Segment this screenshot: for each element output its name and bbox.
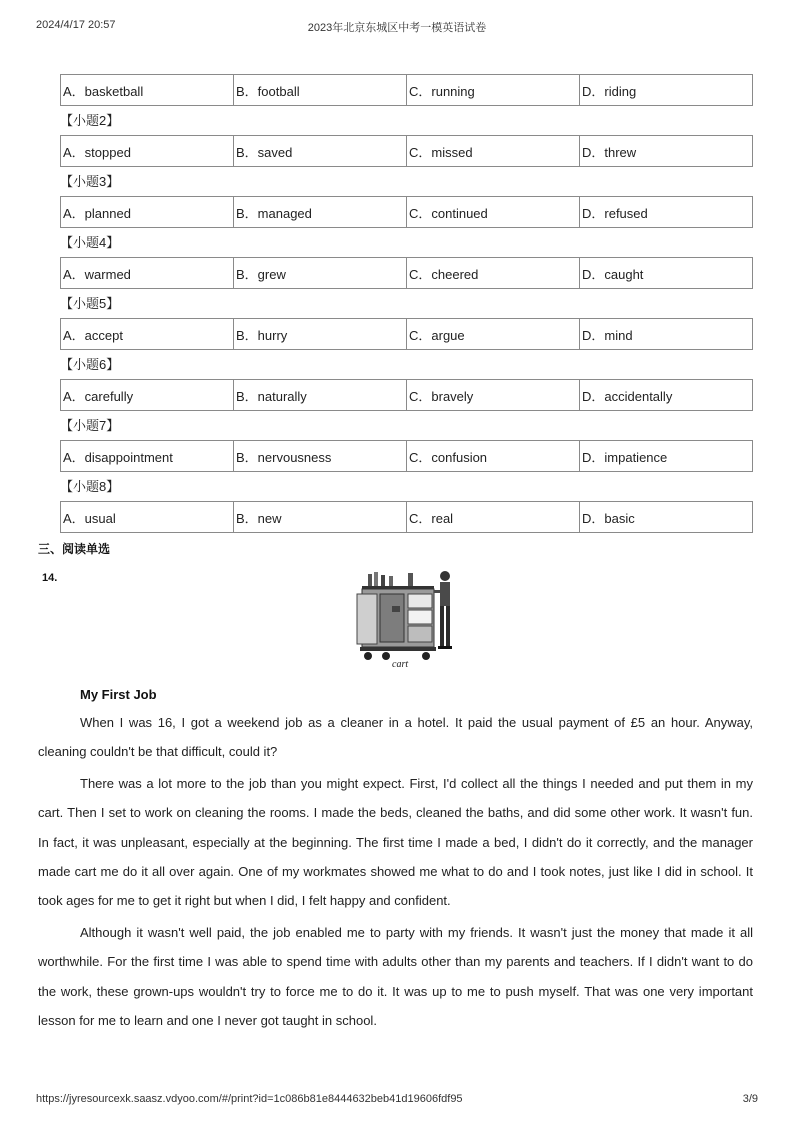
- option-d[interactable]: D．riding: [580, 75, 753, 106]
- option-d[interactable]: D．basic: [580, 502, 753, 533]
- option-a[interactable]: A．basketball: [61, 75, 234, 106]
- question-number: 14.: [42, 572, 58, 584]
- option-a[interactable]: A．carefully: [61, 380, 234, 411]
- option-b[interactable]: B．hurry: [234, 319, 407, 350]
- option-b[interactable]: B．managed: [234, 197, 407, 228]
- option-a[interactable]: A．usual: [61, 502, 234, 533]
- options-table-3: [60, 196, 753, 228]
- option-c[interactable]: C．running: [407, 75, 580, 106]
- sub-question-label: 【小题2】: [60, 113, 120, 128]
- option-d[interactable]: D．accidentally: [580, 380, 753, 411]
- sub-question-label: 【小题4】: [60, 235, 120, 250]
- option-c[interactable]: C．cheered: [407, 258, 580, 289]
- option-a[interactable]: A．warmed: [61, 258, 234, 289]
- option-a[interactable]: A．accept: [61, 319, 234, 350]
- cart-illustration: [356, 566, 460, 674]
- options-block: [60, 74, 753, 533]
- sub-question-label: 【小题3】: [60, 174, 120, 189]
- option-c[interactable]: C．missed: [407, 136, 580, 167]
- reading-passage: [38, 684, 753, 1035]
- option-d[interactable]: D．impatience: [580, 441, 753, 472]
- option-b[interactable]: B．grew: [234, 258, 407, 289]
- option-d[interactable]: D．mind: [580, 319, 753, 350]
- option-c[interactable]: C．confusion: [407, 441, 580, 472]
- option-d[interactable]: D．caught: [580, 258, 753, 289]
- passage-paragraph: Although it wasn't well paid, the job enabled me to party with my friends. It wasn't just the money that made it all worthwhile. For the first time I was able to spend time with adults other than my parents and teachers. If I didn't want to do the work, these grown-ups wouldn't try to force me to do it. It was up to me to push myself. That was one very important lesson for me to learn and one I never got taught in school.: [38, 924, 753, 1029]
- option-d[interactable]: D．refused: [580, 197, 753, 228]
- passage-title: My First Job: [80, 687, 157, 702]
- sub-question-label: 【小题7】: [60, 418, 120, 433]
- option-d[interactable]: D．threw: [580, 136, 753, 167]
- options-table-8: [60, 501, 753, 533]
- page-number: 3/9: [742, 1093, 758, 1105]
- print-datetime: 2024/4/17 20:57: [36, 19, 116, 31]
- option-b[interactable]: B．new: [234, 502, 407, 533]
- sub-question-label: 【小题6】: [60, 357, 120, 372]
- sub-question-label: 【小题5】: [60, 296, 120, 311]
- option-a[interactable]: A．stopped: [61, 136, 234, 167]
- page-url: https://jyresourcexk.saasz.vdyoo.com/#/print?id=1c086b81e8444632beb41d19606fdf95: [36, 1093, 463, 1105]
- option-c[interactable]: C．real: [407, 502, 580, 533]
- option-a[interactable]: A．planned: [61, 197, 234, 228]
- document-title: 2023年北京东城区中考一模英语试卷: [307, 22, 487, 34]
- option-c[interactable]: C．argue: [407, 319, 580, 350]
- option-b[interactable]: B．saved: [234, 136, 407, 167]
- figure-caption: cart: [392, 659, 409, 670]
- option-c[interactable]: C．bravely: [407, 380, 580, 411]
- passage-paragraph: There was a lot more to the job than you might expect. First, I'd collect all the things I needed and put them in my cart. Then I set to work on cleaning the rooms. I made the beds, cleaned the baths, and did some other work. It wasn't fun. In fact, it was unpleasant, especially at the beginning. The first time I made a bed, I didn't do it correctly, and the manager made cart me do it all over again. One of my workmates showed me what to do and I took notes, just like I did in school. It took ages for me to get it right but when I did, I felt happy and confident.: [38, 775, 753, 909]
- option-c[interactable]: C．continued: [407, 197, 580, 228]
- option-a[interactable]: A．disappointment: [61, 441, 234, 472]
- option-b[interactable]: B．nervousness: [234, 441, 407, 472]
- sub-question-label: 【小题8】: [60, 479, 120, 494]
- options-table-1: [60, 74, 753, 106]
- option-b[interactable]: B．football: [234, 75, 407, 106]
- options-table-4: [60, 257, 753, 289]
- options-table-7: [60, 440, 753, 472]
- cleaning-cart-icon: [356, 566, 460, 674]
- option-b[interactable]: B．naturally: [234, 380, 407, 411]
- passage-paragraph: When I was 16, I got a weekend job as a cleaner in a hotel. It paid the usual payment of £5 an hour. Anyway, cleaning couldn't be that difficult, could it?: [38, 715, 753, 760]
- options-table-2: [60, 135, 753, 167]
- options-table-5: [60, 318, 753, 350]
- options-table-6: [60, 379, 753, 411]
- section-title: 三、阅读单选: [38, 542, 111, 556]
